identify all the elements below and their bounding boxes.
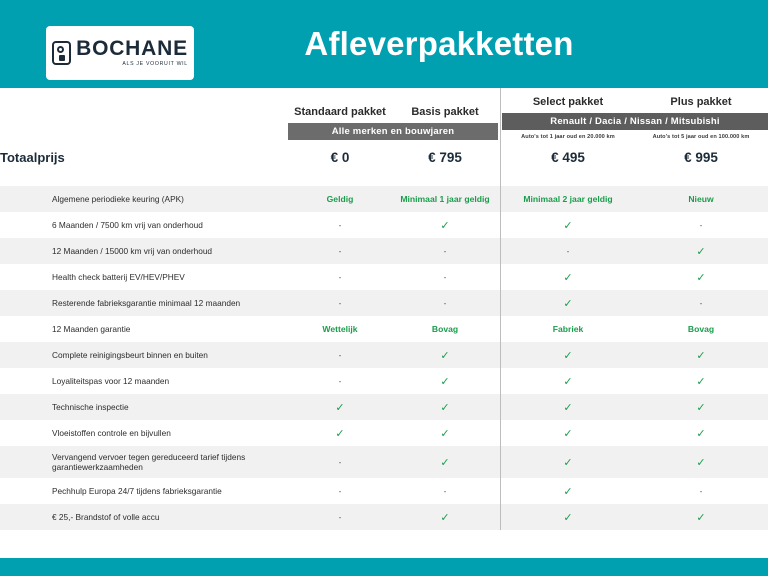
cell-standaard: ✓ [288, 420, 392, 446]
table-row [0, 420, 768, 446]
cell-basis: - [392, 290, 498, 316]
cell-standaard: - [288, 342, 392, 368]
feature-label: Health check batterij EV/HEV/PHEV [0, 264, 288, 290]
feature-label: € 25,- Brandstof of volle accu [0, 504, 288, 530]
column-header-basis: Basis pakket [411, 106, 479, 118]
cell-basis: ✓ [392, 212, 498, 238]
cell-standaard: ✓ [288, 394, 392, 420]
cell-basis: - [392, 478, 498, 504]
group-divider [500, 88, 501, 530]
table-row [0, 394, 768, 420]
cell-basis: - [392, 238, 498, 264]
cell-plus: ✓ [634, 394, 768, 420]
left-group-header [288, 88, 498, 140]
cell-select: ✓ [502, 420, 634, 446]
table-row [0, 342, 768, 368]
total-price-label: Totaalprijs [0, 149, 65, 165]
packages-table-wrapper [0, 88, 768, 530]
subnote-plus: Auto's tot 5 jaar oud en 100.000 km [652, 134, 750, 140]
table-row [0, 290, 768, 316]
cell-plus: Bovag [634, 316, 768, 342]
cell-select: ✓ [502, 212, 634, 238]
cell-standaard: - [288, 290, 392, 316]
cell-standaard: - [288, 446, 392, 478]
brand-name: BOCHANE [76, 37, 188, 61]
right-group-header [502, 88, 768, 140]
price-basis: € 795 [428, 149, 462, 165]
feature-label: 6 Maanden / 7500 km vrij van onderhoud [0, 212, 288, 238]
cell-basis: ✓ [392, 504, 498, 530]
cell-select: ✓ [502, 290, 634, 316]
cell-select: ✓ [502, 446, 634, 478]
feature-label: Pechhulp Europa 24/7 tijdens fabrieksgarantie [0, 478, 288, 504]
cell-select: ✓ [502, 504, 634, 530]
footer-band [0, 558, 768, 576]
price-plus: € 995 [684, 149, 718, 165]
cell-standaard: - [288, 264, 392, 290]
cell-standaard: Geldig [288, 186, 392, 212]
cell-standaard: - [288, 504, 392, 530]
feature-label: Algemene periodieke keuring (APK) [0, 186, 288, 212]
left-band-label: Alle merken en bouwjaren [288, 123, 498, 140]
cell-basis: ✓ [392, 368, 498, 394]
page-header [0, 0, 768, 88]
cell-standaard: - [288, 212, 392, 238]
feature-rows [0, 186, 768, 530]
cell-plus: ✓ [634, 264, 768, 290]
table-row [0, 238, 768, 264]
feature-label: Technische inspectie [0, 394, 288, 420]
cell-basis: ✓ [392, 394, 498, 420]
header-empty-cell [0, 88, 288, 140]
price-standaard: € 0 [330, 149, 350, 165]
cell-basis: ✓ [392, 420, 498, 446]
cell-plus: ✓ [634, 342, 768, 368]
table-row [0, 368, 768, 394]
right-band-label: Renault / Dacia / Nissan / Mitsubishi [502, 113, 768, 130]
brand-tagline: ALS JE VOORUIT WIL [122, 61, 188, 68]
cell-standaard: Wettelijk [288, 316, 392, 342]
total-price-row [0, 140, 768, 174]
cell-plus: - [634, 478, 768, 504]
feature-label: Loyaliteitspas voor 12 maanden [0, 368, 288, 394]
spacer-row [0, 174, 768, 186]
cell-select: - [502, 238, 634, 264]
feature-label: Vervangend vervoer tegen gereduceerd tarief tijdens garantiewerkzaamheden [0, 446, 288, 478]
cell-select: ✓ [502, 394, 634, 420]
page-title: Afleverpakketten [304, 25, 574, 62]
feature-label: Vloeistoffen controle en bijvullen [0, 420, 288, 446]
cell-select: Minimaal 2 jaar geldig [502, 186, 634, 212]
feature-label: 12 Maanden / 15000 km vrij van onderhoud [0, 238, 288, 264]
cell-plus: ✓ [634, 420, 768, 446]
table-row [0, 264, 768, 290]
cell-basis: ✓ [392, 342, 498, 368]
spacer-cell [0, 174, 768, 186]
cell-basis: - [392, 264, 498, 290]
cell-standaard: - [288, 238, 392, 264]
table-row [0, 478, 768, 504]
cell-plus: - [634, 290, 768, 316]
column-header-plus: Plus pakket [670, 96, 732, 108]
cell-plus: ✓ [634, 446, 768, 478]
cell-basis: Minimaal 1 jaar geldig [392, 186, 498, 212]
table-row [0, 316, 768, 342]
cell-plus: Nieuw [634, 186, 768, 212]
cell-plus: ✓ [634, 238, 768, 264]
table-row [0, 446, 768, 478]
cell-basis: Bovag [392, 316, 498, 342]
subnote-select: Auto's tot 1 jaar oud en 20.000 km [521, 134, 615, 140]
cell-standaard: - [288, 368, 392, 394]
table-row [0, 212, 768, 238]
column-header-select: Select pakket [532, 96, 604, 108]
cell-select: ✓ [502, 368, 634, 394]
cell-select: ✓ [502, 342, 634, 368]
packages-table [0, 88, 768, 530]
table-row [0, 186, 768, 212]
cell-select: ✓ [502, 478, 634, 504]
cell-plus: ✓ [634, 504, 768, 530]
table-row [0, 504, 768, 530]
table-header-row [0, 88, 768, 140]
cell-plus: ✓ [634, 368, 768, 394]
cell-basis: ✓ [392, 446, 498, 478]
feature-label: Complete reinigingsbeurt binnen en buiten [0, 342, 288, 368]
cell-standaard: - [288, 478, 392, 504]
cell-select: ✓ [502, 264, 634, 290]
feature-label: 12 Maanden garantie [0, 316, 288, 342]
feature-label: Resterende fabrieksgarantie minimaal 12 maanden [0, 290, 288, 316]
price-select: € 495 [551, 149, 585, 165]
cell-select: Fabriek [502, 316, 634, 342]
cell-plus: - [634, 212, 768, 238]
column-header-standaard: Standaard pakket [294, 106, 386, 118]
